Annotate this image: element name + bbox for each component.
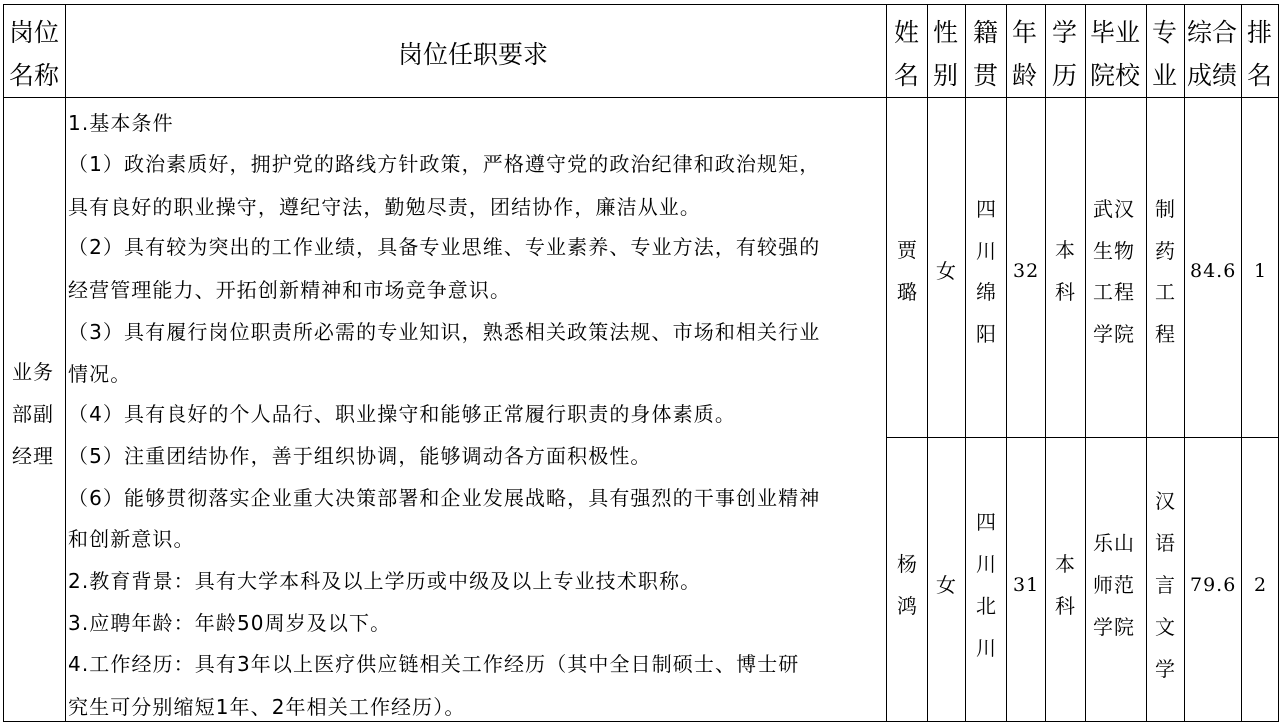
candidate-1-major-char: 药 <box>1155 239 1176 263</box>
candidate-2-native-char: 四 <box>976 510 997 534</box>
col-divider-requirements <box>65 4 66 722</box>
candidate-2-name-char: 杨 <box>897 552 918 576</box>
table-border-right <box>1278 4 1279 722</box>
header-name-line2: 名 <box>894 61 920 90</box>
header-native-line2: 贯 <box>973 61 999 90</box>
header-gender-line2: 别 <box>933 61 959 90</box>
table-border-top <box>3 4 1279 5</box>
candidate-row-divider <box>886 437 1279 438</box>
table-border-bottom <box>3 721 1279 722</box>
col-divider-gender <box>927 4 928 722</box>
candidate-2-age: 31 <box>1013 574 1040 596</box>
candidate-1-native-char: 川 <box>976 239 997 263</box>
header-position-name-line1: 岗位 <box>9 18 60 47</box>
header-rank-line2: 名 <box>1247 61 1273 90</box>
requirement-line: 3.应聘年龄：年龄50周岁及以下。 <box>68 611 392 635</box>
candidate-2-major-char: 语 <box>1155 531 1176 555</box>
position-name-line3: 经理 <box>12 444 54 468</box>
candidate-2-education-char: 本 <box>1055 552 1076 576</box>
candidate-1-age: 32 <box>1013 260 1040 282</box>
col-divider-age <box>1006 4 1007 722</box>
requirement-line: （6）能够贯彻落实企业重大决策部署和企业发展战略，具有强烈的干事创业精神 <box>68 486 821 510</box>
requirement-line: 究生可分别缩短1年、2年相关工作经历）。 <box>68 695 466 719</box>
requirement-line: 1.基本条件 <box>68 111 174 135</box>
candidate-2-school-line: 乐山 <box>1093 531 1135 555</box>
requirement-line: （1）政治素质好，拥护党的路线方针政策，严格遵守党的政治纪律和政治规矩， <box>68 152 821 176</box>
col-divider-name <box>886 4 887 722</box>
header-native-line1: 籍 <box>973 18 999 47</box>
header-education-line1: 学 <box>1052 18 1078 47</box>
candidate-1-school-line: 工程 <box>1093 280 1135 304</box>
requirement-line: 和创新意识。 <box>68 527 195 551</box>
candidate-2-major-char: 学 <box>1155 657 1176 681</box>
candidate-1-school-line: 生物 <box>1093 239 1135 263</box>
table-border-left <box>3 4 4 722</box>
header-school-line2: 院校 <box>1090 61 1141 90</box>
candidate-1-education-char: 本 <box>1055 238 1076 262</box>
candidate-2-native-char: 北 <box>976 594 997 618</box>
col-divider-score <box>1184 4 1185 722</box>
col-divider-education <box>1045 4 1046 722</box>
candidate-1-native-char: 四 <box>976 197 997 221</box>
candidate-2-gender: 女 <box>936 573 957 597</box>
header-score-line2: 成绩 <box>1187 61 1238 90</box>
candidate-2-name-char: 鸿 <box>897 594 918 618</box>
candidate-1-native-char: 阳 <box>976 322 997 346</box>
requirement-line: 情况。 <box>68 362 132 386</box>
candidate-1-education-char: 科 <box>1055 280 1076 304</box>
candidate-2-school-line: 学院 <box>1093 615 1135 639</box>
candidate-2-native-char: 川 <box>976 636 997 660</box>
col-divider-major <box>1146 4 1147 722</box>
candidate-2-school-line: 师范 <box>1093 573 1135 597</box>
requirement-line: （2）具有较为突出的工作业绩，具备专业思维、专业素养、专业方法，有较强的 <box>68 235 821 259</box>
candidate-2-major-char: 言 <box>1155 573 1176 597</box>
candidate-1-major-char: 程 <box>1155 322 1176 346</box>
candidate-1-score: 84.6 <box>1190 260 1237 282</box>
col-divider-school <box>1085 4 1086 722</box>
header-major-line1: 专 <box>1152 18 1178 47</box>
requirement-line: 4.工作经历：具有3年以上医疗供应链相关工作经历（其中全日制硕士、博士研 <box>68 652 800 676</box>
col-divider-native <box>965 4 966 722</box>
candidate-1-school-line: 学院 <box>1093 322 1135 346</box>
candidate-1-rank: 1 <box>1254 260 1268 282</box>
candidate-1-school-line: 武汉 <box>1093 197 1135 221</box>
candidate-1-name-char: 贾 <box>897 238 918 262</box>
candidate-1-native-char: 绵 <box>976 280 997 304</box>
requirement-line: 具有良好的职业操守，遵纪守法，勤勉尽责，团结协作，廉洁从业。 <box>68 195 701 219</box>
position-name-line1: 业务 <box>12 360 54 384</box>
header-education-line2: 历 <box>1052 61 1078 90</box>
header-score-line1: 综合 <box>1187 18 1238 47</box>
header-position-name-line2: 名称 <box>9 61 60 90</box>
header-age-line2: 龄 <box>1012 61 1038 90</box>
requirement-line: （3）具有履行岗位职责所必需的专业知识，熟悉相关政策法规、市场和相关行业 <box>68 320 821 344</box>
candidate-2-rank: 2 <box>1254 574 1268 596</box>
candidate-2-score: 79.6 <box>1190 574 1237 596</box>
header-rank-line1: 排 <box>1247 18 1273 47</box>
candidate-2-major-char: 汉 <box>1155 489 1176 513</box>
requirement-line: （4）具有良好的个人品行、职业操守和能够正常履行职责的身体素质。 <box>68 402 736 426</box>
candidate-2-native-char: 川 <box>976 552 997 576</box>
header-gender-line1: 性 <box>933 18 959 47</box>
position-name-line2: 部副 <box>12 402 54 426</box>
requirement-line: 经营管理能力、开拓创新精神和市场竞争意识。 <box>68 278 512 302</box>
header-divider <box>3 97 1279 98</box>
header-major-line2: 业 <box>1152 61 1178 90</box>
candidate-1-major-char: 制 <box>1155 197 1176 221</box>
requirement-line: （5）注重团结协作，善于组织协调，能够调动各方面积极性。 <box>68 444 652 468</box>
header-school-line1: 毕业 <box>1090 18 1141 47</box>
requirement-line: 2.教育背景：具有大学本科及以上学历或中级及以上专业技术职称。 <box>68 569 702 593</box>
candidate-1-name-char: 璐 <box>897 280 918 304</box>
header-name-line1: 姓 <box>894 18 920 47</box>
candidate-1-gender: 女 <box>936 259 957 283</box>
col-divider-rank <box>1241 4 1242 722</box>
candidate-2-major-char: 文 <box>1155 615 1176 639</box>
header-age-line1: 年 <box>1012 18 1038 47</box>
candidate-1-major-char: 工 <box>1155 280 1176 304</box>
header-requirements: 岗位任职要求 <box>398 40 549 69</box>
candidate-2-education-char: 科 <box>1055 594 1076 618</box>
